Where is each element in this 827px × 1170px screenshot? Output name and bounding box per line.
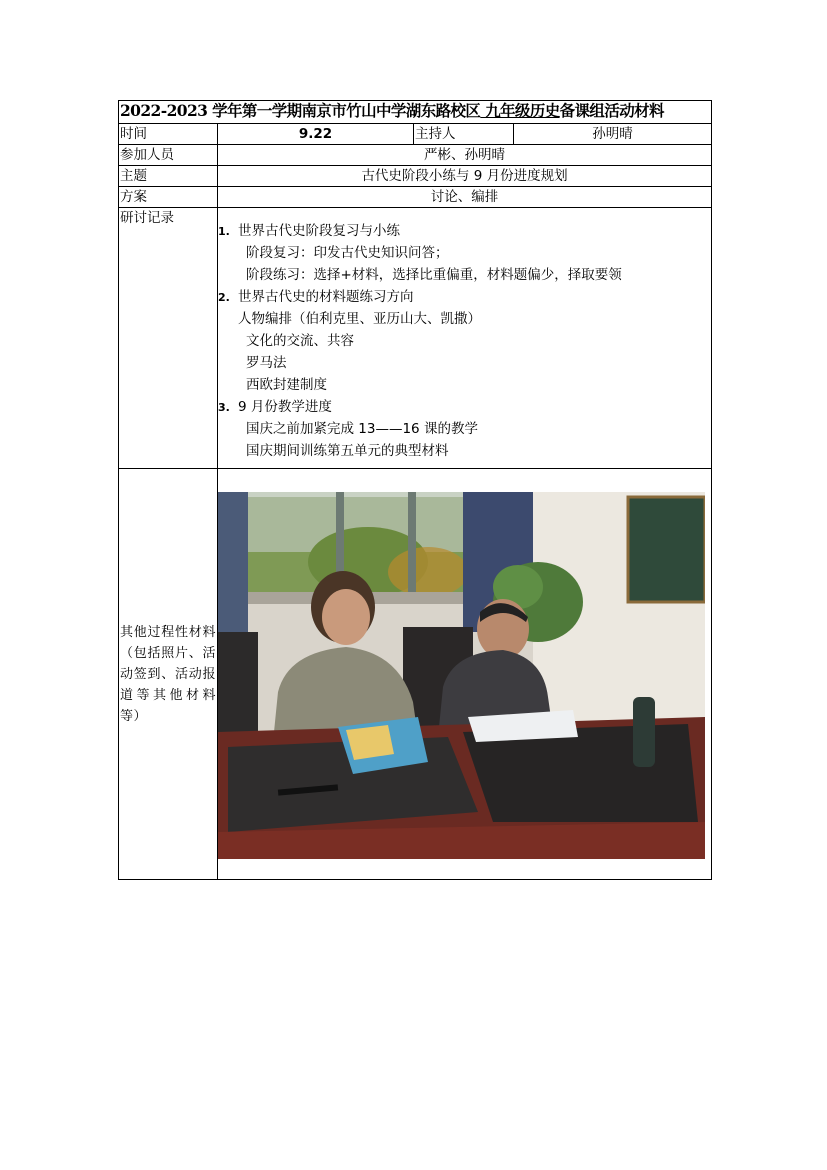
meeting-photo xyxy=(218,492,705,859)
record-subitem: 文化的交流、共容 xyxy=(246,333,354,349)
photo-cell xyxy=(218,469,712,880)
other-materials-label: 其他过程性材料（包括照片、活动签到、活动报道等其他材料等） xyxy=(119,469,218,880)
record-item-1 xyxy=(218,220,711,242)
record-item-2 xyxy=(218,286,711,308)
record-subitem: 国庆期间训练第五单元的典型材料 xyxy=(246,443,449,459)
topic-label: 主题 xyxy=(119,166,218,187)
record-item-3-number: 3. xyxy=(218,401,230,414)
record-subitem: 罗马法 xyxy=(246,355,287,371)
plan-value: 讨论、编排 xyxy=(218,187,712,208)
meeting-photo-image xyxy=(218,492,705,859)
record-item-1-number: 1. xyxy=(218,225,230,238)
title-suffix: 备课组活动材料 xyxy=(559,101,664,120)
record-content xyxy=(218,208,712,469)
record-subitem: 西欧封建制度 xyxy=(246,377,327,393)
participants-label: 参加人员 xyxy=(119,145,218,166)
time-value: 9.22 xyxy=(218,124,414,145)
record-item-2-number: 2. xyxy=(218,291,230,304)
record-subitem: 国庆之前加紧完成 13——16 课的教学 xyxy=(246,421,478,437)
record-subitem: 人物编排（伯利克里、亚历山大、凯撒） xyxy=(238,311,481,327)
topic-value: 古代史阶段小练与 9 月份进度规划 xyxy=(218,166,712,187)
record-subitem: 阶段复习：印发古代史知识问答； xyxy=(246,245,449,261)
host-value: 孙明晴 xyxy=(514,124,712,145)
title-underlined: 九年级历史 xyxy=(480,101,560,120)
record-item-1-text: 世界古代史阶段复习与小练 xyxy=(238,223,400,239)
record-subitem: 阶段练习：选择+材料，选择比重偏重，材料题偏少，择取要领 xyxy=(246,267,622,283)
record-item-2-text: 世界古代史的材料题练习方向 xyxy=(238,289,414,305)
activity-record-table xyxy=(118,100,712,880)
record-item-3-text: 9 月份教学进度 xyxy=(238,399,332,415)
title-prefix: 2022-2023 学年第一学期南京市竹山中学湖东路校区 xyxy=(120,101,481,120)
record-item-3 xyxy=(218,396,711,418)
plan-label: 方案 xyxy=(119,187,218,208)
host-label: 主持人 xyxy=(414,124,514,145)
record-label: 研讨记录 xyxy=(119,208,218,469)
document-title xyxy=(119,101,712,124)
participants-value: 严彬、孙明晴 xyxy=(218,145,712,166)
time-label: 时间 xyxy=(119,124,218,145)
